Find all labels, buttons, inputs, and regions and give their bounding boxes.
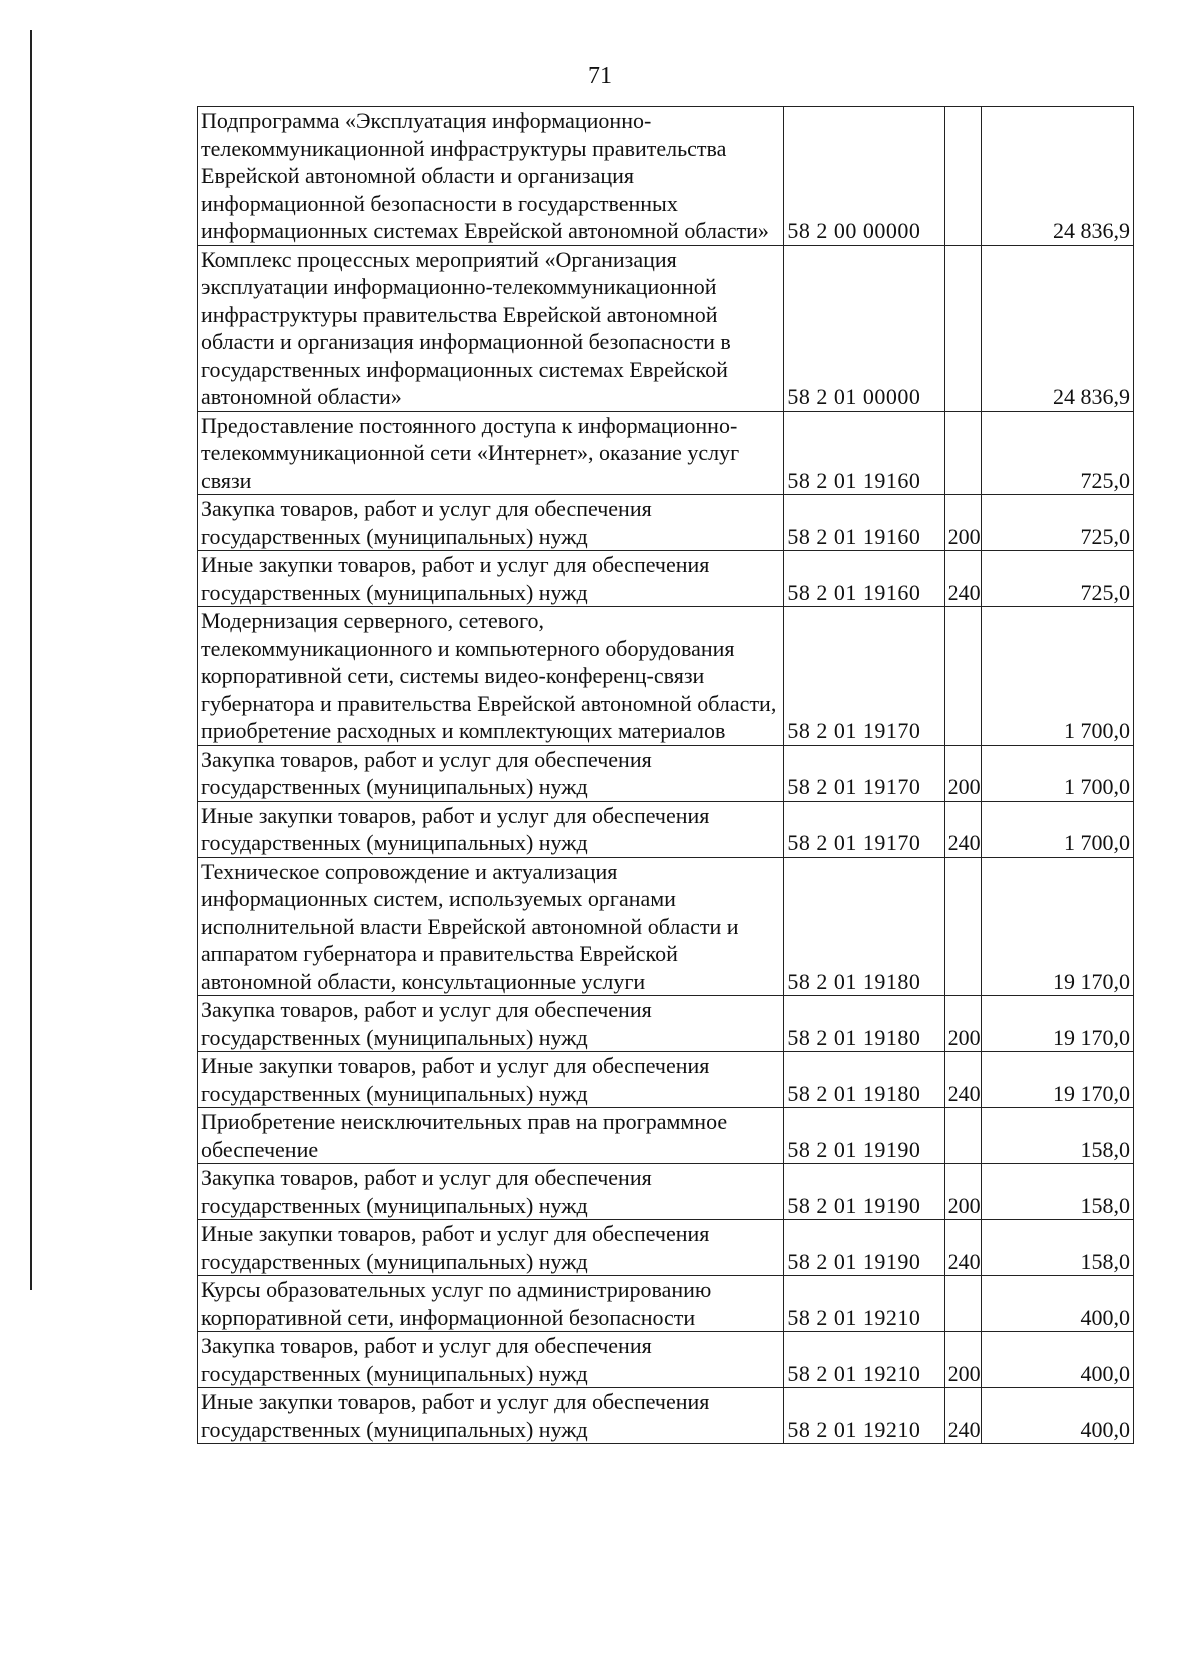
expense-name-cell: Закупка товаров, работ и услуг для обеспечения государственных (муниципальных) нужд xyxy=(198,996,784,1052)
target-article-code-cell: 58 2 01 19160 xyxy=(784,411,944,495)
amount-cell: 158,0 xyxy=(981,1108,1133,1164)
expense-name-cell: Закупка товаров, работ и услуг для обеспечения государственных (муниципальных) нужд xyxy=(198,1164,784,1220)
target-article-code-cell: 58 2 01 19180 xyxy=(784,1052,944,1108)
expense-type-cell: 240 xyxy=(944,1220,981,1276)
amount-cell: 24 836,9 xyxy=(981,107,1133,246)
expense-name-cell: Иные закупки товаров, работ и услуг для обеспечения государственных (муниципальных) нужд xyxy=(198,801,784,857)
amount-cell: 400,0 xyxy=(981,1332,1133,1388)
amount-cell: 400,0 xyxy=(981,1276,1133,1332)
table-row xyxy=(198,551,1134,607)
table-row xyxy=(198,857,1134,996)
amount-cell: 24 836,9 xyxy=(981,245,1133,411)
amount-cell: 1 700,0 xyxy=(981,745,1133,801)
expense-name-cell: Комплекс процессных мероприятий «Организация эксплуатации информационно-телекоммуникационной инфраструктуры правительства Еврейской автономной области и организация информационной безопасности в государственных информационных системах Еврейской автономной области» xyxy=(198,245,784,411)
expense-name-cell: Закупка товаров, работ и услуг для обеспечения государственных (муниципальных) нужд xyxy=(198,1332,784,1388)
target-article-code-cell: 58 2 00 00000 xyxy=(784,107,944,246)
expense-type-cell xyxy=(944,1108,981,1164)
expense-name-cell: Закупка товаров, работ и услуг для обеспечения государственных (муниципальных) нужд xyxy=(198,745,784,801)
target-article-code-cell: 58 2 01 00000 xyxy=(784,245,944,411)
expense-type-cell: 200 xyxy=(944,1164,981,1220)
expense-type-cell xyxy=(944,245,981,411)
expense-type-cell xyxy=(944,107,981,246)
scan-margin-line xyxy=(30,30,32,1290)
budget-table-body xyxy=(198,107,1134,1444)
amount-cell: 158,0 xyxy=(981,1164,1133,1220)
table-row xyxy=(198,1108,1134,1164)
amount-cell: 19 170,0 xyxy=(981,996,1133,1052)
table-row xyxy=(198,607,1134,746)
table-row xyxy=(198,801,1134,857)
table-row xyxy=(198,745,1134,801)
expense-type-cell: 200 xyxy=(944,745,981,801)
expense-name-cell: Техническое сопровождение и актуализация информационных систем, используемых органами исполнительной власти Еврейской автономной области и аппаратом губернатора и правительства Еврейской автономной области, консультационные услуги xyxy=(198,857,784,996)
expense-name-cell: Закупка товаров, работ и услуг для обеспечения государственных (муниципальных) нужд xyxy=(198,495,784,551)
expense-type-cell xyxy=(944,607,981,746)
expense-type-cell: 240 xyxy=(944,551,981,607)
target-article-code-cell: 58 2 01 19170 xyxy=(784,745,944,801)
expense-name-cell: Иные закупки товаров, работ и услуг для обеспечения государственных (муниципальных) нужд xyxy=(198,1052,784,1108)
target-article-code-cell: 58 2 01 19210 xyxy=(784,1276,944,1332)
target-article-code-cell: 58 2 01 19210 xyxy=(784,1332,944,1388)
expense-name-cell: Подпрограмма «Эксплуатация информационно-телекоммуникационной инфраструктуры правительства Еврейской автономной области и организация информационной безопасности в государственных информационных системах Еврейской автономной области» xyxy=(198,107,784,246)
amount-cell: 19 170,0 xyxy=(981,1052,1133,1108)
expense-type-cell xyxy=(944,411,981,495)
amount-cell: 1 700,0 xyxy=(981,801,1133,857)
table-row xyxy=(198,245,1134,411)
expense-name-cell: Модернизация серверного, сетевого, телекоммуникационного и компьютерного оборудования корпоративной сети, системы видео-конференц-связи губернатора и правительства Еврейской автономной области, приобретение расходных и комплектующих материалов xyxy=(198,607,784,746)
table-row xyxy=(198,1276,1134,1332)
expense-type-cell: 240 xyxy=(944,1052,981,1108)
target-article-code-cell: 58 2 01 19190 xyxy=(784,1108,944,1164)
expense-type-cell xyxy=(944,857,981,996)
table-row xyxy=(198,495,1134,551)
amount-cell: 400,0 xyxy=(981,1388,1133,1444)
expense-type-cell: 200 xyxy=(944,1332,981,1388)
expense-type-cell: 240 xyxy=(944,1388,981,1444)
amount-cell: 725,0 xyxy=(981,551,1133,607)
table-row xyxy=(198,996,1134,1052)
target-article-code-cell: 58 2 01 19160 xyxy=(784,495,944,551)
page-number: 71 xyxy=(588,63,612,89)
expense-name-cell: Иные закупки товаров, работ и услуг для обеспечения государственных (муниципальных) нужд xyxy=(198,1220,784,1276)
target-article-code-cell: 58 2 01 19170 xyxy=(784,607,944,746)
amount-cell: 725,0 xyxy=(981,411,1133,495)
expense-type-cell xyxy=(944,1276,981,1332)
expense-name-cell: Курсы образовательных услуг по администрированию корпоративной сети, информационной безопасности xyxy=(198,1276,784,1332)
table-row xyxy=(198,1388,1134,1444)
amount-cell: 158,0 xyxy=(981,1220,1133,1276)
table-row xyxy=(198,107,1134,246)
target-article-code-cell: 58 2 01 19180 xyxy=(784,996,944,1052)
expense-type-cell: 240 xyxy=(944,801,981,857)
amount-cell: 725,0 xyxy=(981,495,1133,551)
expense-name-cell: Приобретение неисключительных прав на программное обеспечение xyxy=(198,1108,784,1164)
target-article-code-cell: 58 2 01 19210 xyxy=(784,1388,944,1444)
expense-name-cell: Иные закупки товаров, работ и услуг для обеспечения государственных (муниципальных) нужд xyxy=(198,551,784,607)
table-row xyxy=(198,1164,1134,1220)
budget-table xyxy=(197,106,1134,1444)
target-article-code-cell: 58 2 01 19180 xyxy=(784,857,944,996)
amount-cell: 1 700,0 xyxy=(981,607,1133,746)
table-row xyxy=(198,1332,1134,1388)
target-article-code-cell: 58 2 01 19190 xyxy=(784,1164,944,1220)
table-row xyxy=(198,1052,1134,1108)
amount-cell: 19 170,0 xyxy=(981,857,1133,996)
table-row xyxy=(198,1220,1134,1276)
target-article-code-cell: 58 2 01 19190 xyxy=(784,1220,944,1276)
table-row xyxy=(198,411,1134,495)
expense-type-cell: 200 xyxy=(944,996,981,1052)
expense-type-cell: 200 xyxy=(944,495,981,551)
target-article-code-cell: 58 2 01 19170 xyxy=(784,801,944,857)
target-article-code-cell: 58 2 01 19160 xyxy=(784,551,944,607)
expense-name-cell: Иные закупки товаров, работ и услуг для обеспечения государственных (муниципальных) нужд xyxy=(198,1388,784,1444)
expense-name-cell: Предоставление постоянного доступа к информационно-телекоммуникационной сети «Интернет», оказание услуг связи xyxy=(198,411,784,495)
